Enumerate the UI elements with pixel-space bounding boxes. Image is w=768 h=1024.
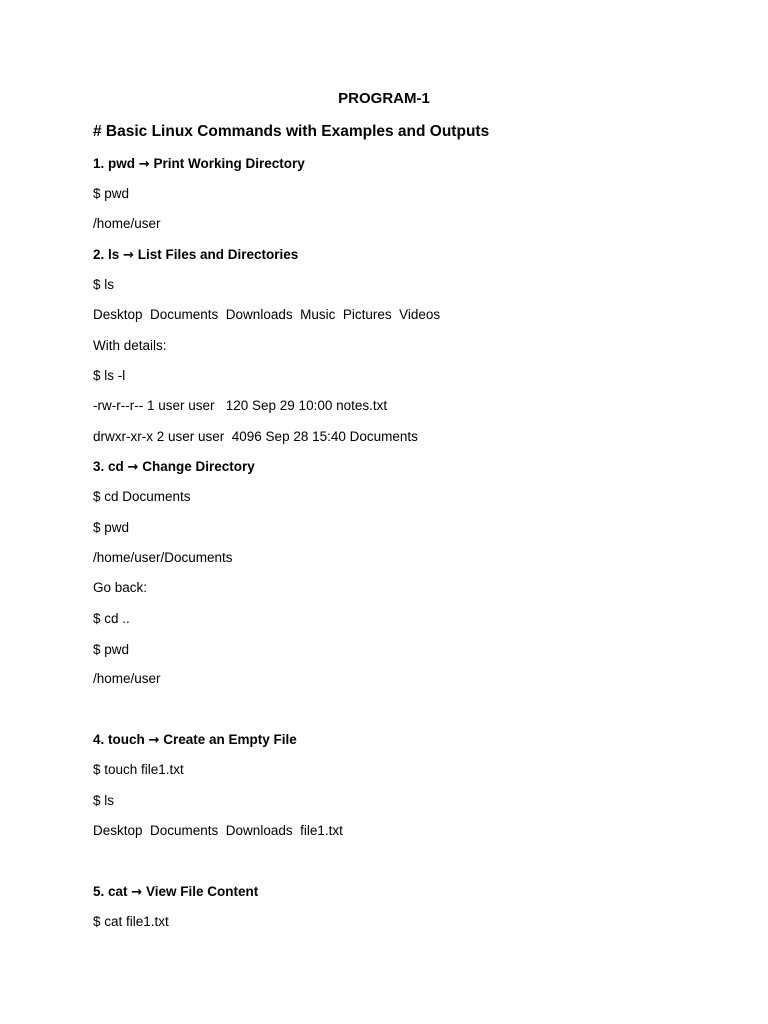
output-line: -rw-r--r-- 1 user user 120 Sep 29 10:00 notes.txt	[93, 398, 388, 413]
command-line: $ pwd	[93, 520, 130, 535]
note-line: With details:	[93, 338, 167, 353]
arrow-icon: →	[148, 733, 160, 748]
command-line: $ pwd	[93, 642, 130, 657]
command-line: $ cd ..	[93, 611, 130, 626]
output-line: Desktop Documents Downloads file1.txt	[93, 823, 343, 838]
command-line: $ cat file1.txt	[93, 914, 169, 929]
output-line: /home/user/Documents	[93, 550, 233, 565]
section-number: 1. pwd	[93, 156, 136, 171]
output-line: /home/user	[93, 671, 161, 686]
section-number: 2. ls	[93, 247, 120, 262]
section-1-heading	[93, 156, 305, 173]
section-label: Create an Empty File	[163, 732, 297, 747]
page-title: PROGRAM-1	[338, 90, 430, 107]
section-number: 5. cat	[93, 884, 128, 899]
arrow-icon: →	[138, 157, 150, 172]
command-line: $ ls	[93, 277, 115, 292]
section-label: List Files and Directories	[137, 247, 299, 262]
note-line: Go back:	[93, 580, 148, 595]
command-line: $ pwd	[93, 186, 130, 201]
command-line: $ cd Documents	[93, 489, 191, 504]
arrow-icon: →	[123, 248, 134, 263]
document-heading: # Basic Linux Commands with Examples and Outputs	[93, 123, 490, 140]
output-line: /home/user	[93, 216, 161, 231]
arrow-icon: →	[131, 885, 143, 900]
command-line: $ ls	[93, 793, 115, 808]
command-line: $ ls -l	[93, 368, 126, 383]
section-3-heading	[93, 459, 255, 476]
section-label: View File Content	[145, 884, 259, 899]
output-line: drwxr-xr-x 2 user user 4096 Sep 28 15:40 Documents	[93, 429, 418, 444]
section-number: 3. cd	[93, 459, 124, 474]
section-label: Change Directory	[142, 459, 255, 474]
command-line: $ touch file1.txt	[93, 762, 184, 777]
section-2-heading	[93, 247, 298, 264]
output-line: Desktop Documents Downloads Music Pictures Videos	[93, 307, 441, 322]
section-5-heading	[93, 884, 258, 901]
arrow-icon: →	[127, 460, 139, 475]
section-4-heading	[93, 732, 297, 749]
section-number: 4. touch	[93, 732, 145, 747]
section-label: Print Working Directory	[153, 156, 305, 171]
